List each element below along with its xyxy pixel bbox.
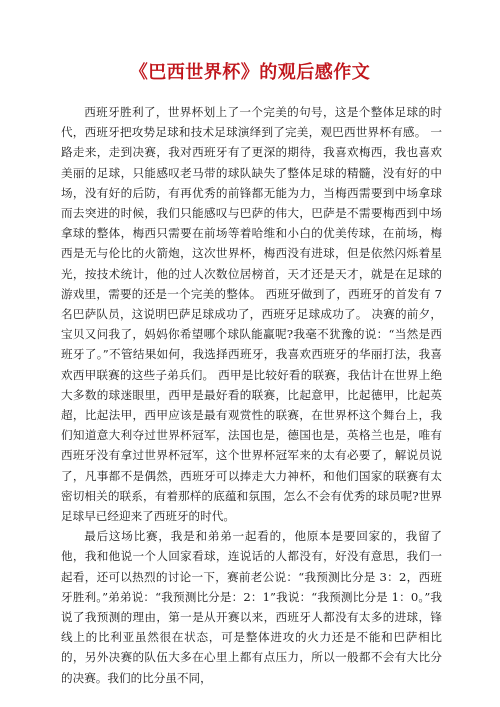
document-title: 《巴西世界杯》的观后感作文 (129, 62, 371, 83)
document-body (61, 102, 442, 688)
paragraph-2: 最后这场比赛，我是和弟弟一起看的，他原本是要回家的，我留了他，我和他说一个人回家看球，连说话的人都没有，好没有意思，我们一起看，还可以热烈的讨论一下，赛前老公说：“我预测比分是 3：2，西班牙胜利。”弟弟说：“我预测比分是：2：1”我说：“我预测比分是 1：0。”我说了我预测的理由，第一是从开赛以来，西班牙人都没有太多的进球，锋线上的比利亚虽然很在状态，可是整体进攻的火力还是不能和巴萨相比的，另外决赛的队伍大多在心里上都有点压力，所以一般都不会有大比分的决赛。我们的比分虽不同， (61, 529, 442, 685)
paragraph-1: 西班牙胜利了，世界杯划上了一个完美的句号，这是个整体足球的时代，西班牙把攻势足球和技术足球演绎到了完美，观巴西世界杯有感。 一路走来，走到决赛，我对西班牙有了更深的期待，我喜欢梅西，我也喜欢美丽的足球，只能感叹老马带的球队缺失了整体足球的精髓，没有好的中场，没有好的后防，有再优秀的前锋都无能为力，当梅西需要到中场拿球而去突进的时候，我们只能感叹与巴萨的伟大，巴萨是不需要梅西到中场拿球的整体，梅西只需要在前场等着哈维和小白的优美传球，在前场，梅西是无与伦比的火箭炮，这次世界杯，梅西没有进球，但是依然闪烁着星光，按技术统计，他的过人次数位居榜首，天才还是天才，就是在足球的游戏里，需要的还是一个完美的整体。 西班牙做到了，西班牙的首发有 7 名巴萨队员，这说明巴萨足球成功了，西班牙足球成功了。 决赛的前夕，宝贝又问我了，妈妈你希望哪个球队能赢呢?我毫不犹豫的说：“当然是西班牙了。”不管结果如何，我选择西班牙，我喜欢西班牙的华丽打法，我喜欢西甲联赛的这些子弟兵们。 西甲是比较好看的联赛，我估计在世界上绝大多数的球迷眼里，西甲是最好看的联赛，比起意甲，比起德甲，比起英超，比起法甲，西甲应该是最有观赏性的联赛，在世界杯这个舞台上，我们知道意大利夺过世界杯冠军，法国也是，德国也是，英格兰也是，唯有西班牙没有拿过世界杯冠军，这个世界杯冠军来的太有必要了，解说员说了，凡事都不是偶然，西班牙可以捧走大力神杯，和他们国家的联赛有太密切相关的联系，有着那样的底蕴和氛围，怎么不会有优秀的球员呢?世界足球早已经迎来了西班牙的时代。 (61, 105, 442, 524)
